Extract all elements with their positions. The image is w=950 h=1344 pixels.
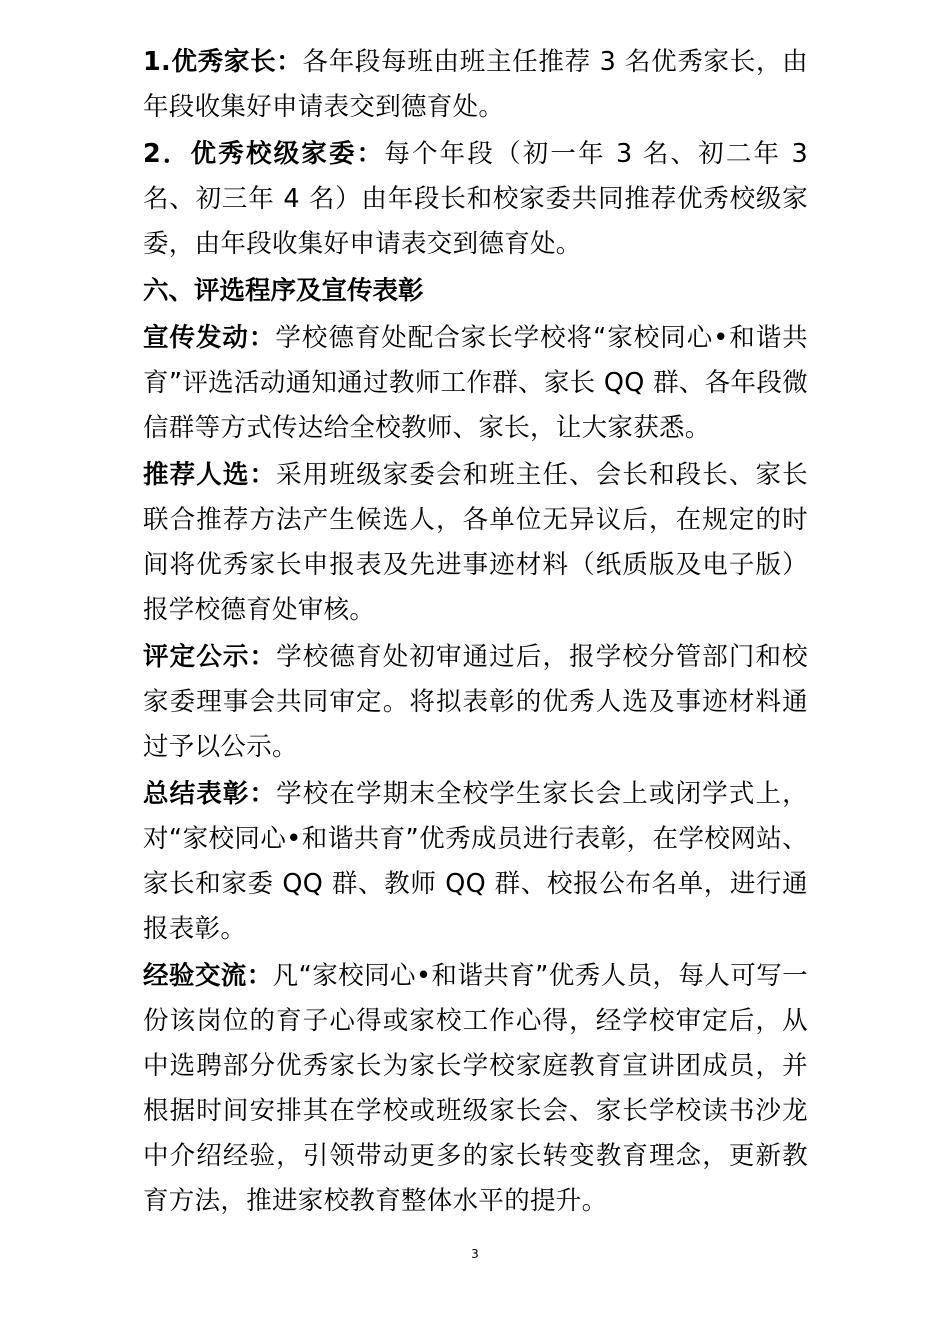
step-lead: 推荐人选： [143,460,277,490]
page-number: 3 [471,1247,479,1261]
step-lead: 总结表彰： [143,779,277,809]
step-lead: 宣传发动： [143,323,276,353]
paragraph-excellent-committee [143,132,808,267]
step-publicity [143,316,808,451]
paragraph-excellent-parent [143,40,808,130]
step-text: 学校在学期末全校学生家长会上或闭学式上，对“家校同心•和谐共育”优秀成员进行表彰，在学校网站、家长和家委 QQ 群、教师 QQ 群、校报公布名单，进行通报表彰。 [143,779,808,944]
document-body [143,40,808,1226]
step-text: 采用班级家委会和班主任、会长和段长、家长联合推荐方法产生候选人，各单位无异议后，在规定的时间将优秀家长申报表及先进事迹材料（纸质版及电子版）报学校德育处审核。 [143,460,808,625]
step-commendation [143,772,808,952]
step-lead: 评定公示： [143,642,277,672]
step-text: 学校德育处配合家长学校将“家校同心•和谐共育”评选活动通知通过教师工作群、家长 QQ 群、各年段微信群等方式传达给全校教师、家长，让大家获悉。 [143,323,808,443]
step-text: 学校德育处初审通过后，报学校分管部门和校家委理事会共同审定。将拟表彰的优秀人选及事迹材料通过予以公示。 [143,642,808,762]
paragraph-lead: 2．优秀校级家委： [143,139,385,169]
paragraph-text: 各年段每班由班主任推荐 3 名优秀家长，由年段收集好申请表交到德育处。 [143,47,808,122]
step-lead: 经验交流： [143,961,273,991]
step-experience-exchange [143,954,808,1224]
section-heading: 六、评选程序及宣传表彰 [143,276,424,306]
paragraph-lead: 1.优秀家长： [143,47,303,77]
paragraph-text: 每个年段（初一年 3 名、初二年 3 名、初三年 4 名）由年段长和校家委共同推荐优秀校级家委，由年段收集好申请表交到德育处。 [143,139,808,259]
step-nomination [143,453,808,633]
step-text: 凡“家校同心•和谐共育”优秀人员，每人可写一份该岗位的育子心得或家校工作心得，经学校审定后，从中选聘部分优秀家长为家长学校家庭教育宣讲团成员，并根据时间安排其在学校或班级家长会、家长学校读书沙龙中介绍经验，引领带动更多的家长转变教育理念，更新教育方法，推进家校教育整体水平的提升。 [143,961,808,1216]
step-evaluation [143,635,808,770]
